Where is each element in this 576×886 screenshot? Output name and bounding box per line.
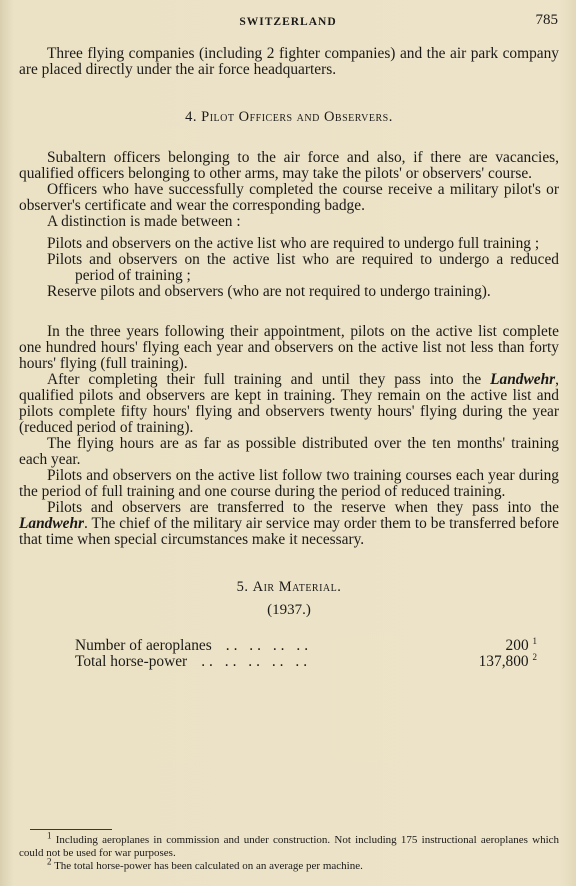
dot-leader: .. .. .. .. ..	[201, 654, 312, 670]
section-4-paragraph-3: A distinction is made between :	[47, 213, 241, 230]
list-item: Reserve pilots and observers (who are not required to undergo training).	[47, 283, 491, 300]
footnote	[19, 856, 559, 873]
list-item: Pilots and observers on the active list who are required to undergo full training ;	[47, 235, 540, 252]
air-material-table	[75, 635, 537, 670]
landwehr-term: Landwehr	[490, 371, 556, 388]
section-4-paragraph-4: In the three years following their appointment, pilots on the active list complete one hundred hours' flying each year and observers on the active list not less than forty hours' flying (full training).	[19, 323, 559, 372]
page-header	[0, 12, 576, 34]
section-4-paragraph-6: The flying hours are as far as possible distributed over the ten months' training each year.	[19, 435, 559, 468]
row-value	[467, 651, 537, 670]
section-4-heading	[19, 108, 559, 126]
footnote-text: Including aeroplanes in commission and under construction. Not including 175 instructional aeroplanes which could not be used for war purposes.	[19, 834, 560, 859]
section-4-paragraph-1: Subaltern officers belonging to the air force and also, if there are vacancies, qualified officers belonging to other arms, may take the pilots' or observers' course.	[19, 149, 559, 182]
landwehr-term: Landwehr	[19, 515, 84, 532]
footnote-divider	[30, 829, 112, 830]
row-value	[467, 635, 537, 654]
footnotes	[19, 830, 560, 873]
footnote-mark: 1	[47, 830, 52, 841]
section-5-year: (1937.)	[267, 602, 311, 618]
section-4-paragraph-7: Pilots and observers on the active list follow two training courses each year during the period of full training and one course during the period of reduced training.	[19, 467, 559, 500]
section-4-number: 4.	[185, 109, 198, 125]
section-4-paragraph-2: Officers who have successfully completed the course receive a military pilot's or observer's certificate and wear the corresponding badge.	[19, 181, 559, 214]
para5-text-b: , qualified pilots and observers are kept in training. They remain on the active list and pilots complete fifty hours' flying and observers twenty hours' flying during the year (reduced period of training).	[19, 371, 559, 436]
running-head: SWITZERLAND	[239, 16, 337, 28]
table-row	[75, 651, 537, 670]
page-body	[19, 46, 559, 670]
footnote-text: The total horse-power has been calculated on an average per machine.	[54, 860, 363, 872]
value-text: 137,800	[478, 653, 529, 670]
footnote-ref: 1	[532, 635, 537, 646]
section-4-paragraph-5	[19, 372, 559, 436]
footnote-ref: 2	[532, 651, 537, 662]
section-5-heading	[19, 578, 559, 596]
row-label: Number of aeroplanes	[75, 637, 212, 654]
para8-text-b: . The chief of the military air service may order them to be transferred before that time when special circumstances make it necessary.	[19, 515, 559, 548]
intro-paragraph: Three flying companies (including 2 fighter companies) and the air park company are placed directly under the air force headquarters.	[19, 45, 559, 78]
section-5-title: Air Material.	[252, 579, 342, 595]
para8-text-a: Pilots and observers are transferred to the reserve when they pass into the	[47, 499, 559, 516]
row-label: Total horse-power	[75, 653, 188, 670]
value-text: 200	[505, 637, 529, 654]
section-4-title: Pilot Officers and Observers.	[201, 109, 393, 125]
footnote	[19, 830, 560, 860]
table-row	[75, 635, 537, 654]
section-4-paragraph-8	[19, 500, 559, 548]
footnote-mark: 2	[47, 856, 52, 867]
section-5-number: 5.	[236, 579, 249, 595]
page-number: 785	[535, 12, 558, 28]
para5-text-a: After completing their full training and until they pass into the	[47, 371, 482, 388]
dot-leader: .. .. .. ..	[225, 638, 313, 654]
list-item: Pilots and observers on the active list who are required to undergo a reduced period of training ;	[47, 251, 559, 284]
distinction-list	[19, 236, 559, 300]
